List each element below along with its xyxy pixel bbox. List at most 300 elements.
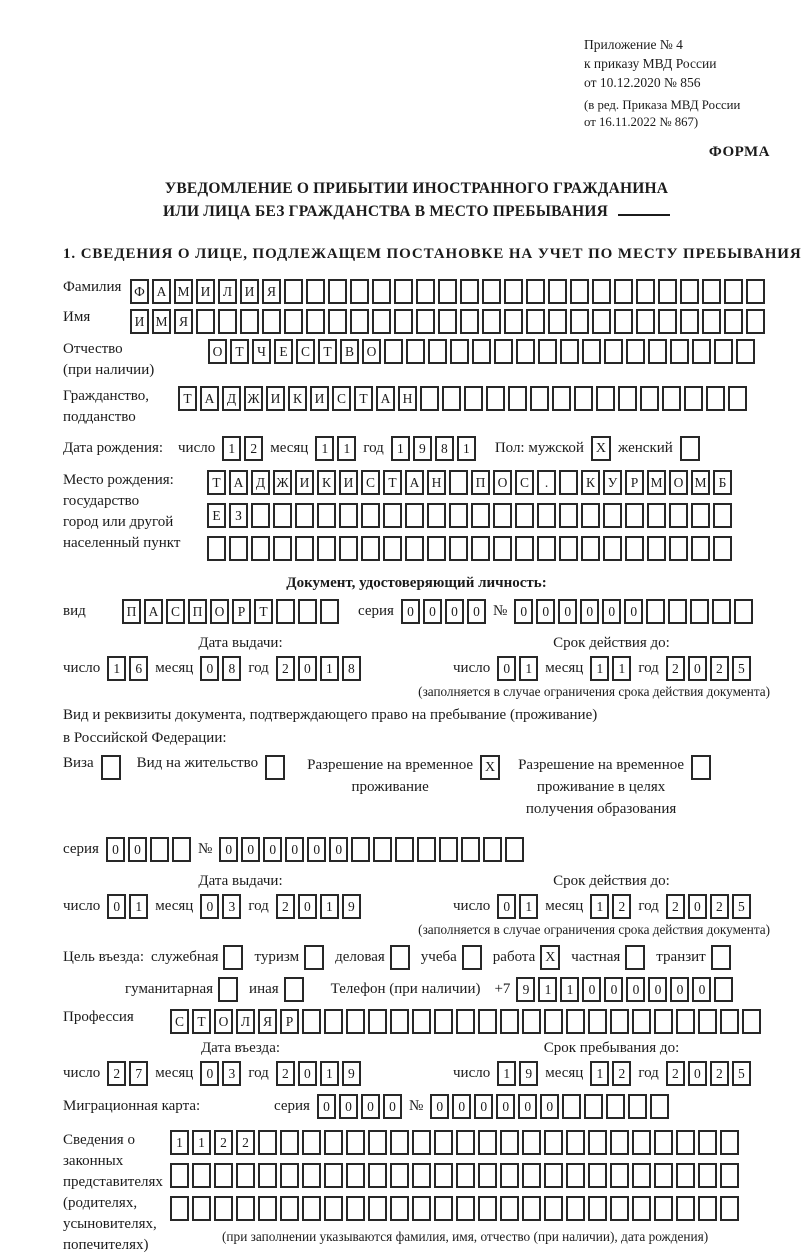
field-birthplace <box>63 470 770 569</box>
char-cell <box>324 1163 343 1188</box>
option-visa-label: Виза <box>63 755 94 772</box>
char-cell: Т <box>354 386 373 411</box>
valid-month-cells <box>590 894 631 919</box>
char-cell <box>339 536 358 561</box>
char-cell <box>734 599 753 624</box>
char-cell <box>306 279 325 304</box>
char-cell: 0 <box>558 599 577 624</box>
char-cell <box>559 503 578 528</box>
char-cell: С <box>166 599 185 624</box>
char-cell <box>662 386 681 411</box>
issue-month-cells <box>200 894 241 919</box>
phone-label: Телефон (при наличии) <box>330 980 481 997</box>
char-cell: 0 <box>200 894 219 919</box>
char-cell <box>350 279 369 304</box>
char-cell: Л <box>218 279 237 304</box>
char-cell <box>690 599 709 624</box>
char-cell <box>240 309 259 334</box>
char-cell: 1 <box>192 1130 211 1155</box>
char-cell <box>258 1196 277 1221</box>
birthplace-label: Место рождения: государство город или другой населенный пункт <box>63 472 181 552</box>
char-cell: 2 <box>214 1130 233 1155</box>
char-cell <box>471 536 490 561</box>
char-cell <box>654 1009 673 1034</box>
field-patronymic <box>63 339 770 381</box>
char-cell <box>434 1130 453 1155</box>
appendix-line: Приложение № 4 <box>584 37 683 52</box>
identity-validity-note: (заполняется в случае ограничения срока действия документа) <box>418 684 770 700</box>
char-cell <box>646 599 665 624</box>
citizenship-cells <box>178 386 747 411</box>
char-cell: 2 <box>612 1061 631 1086</box>
char-cell <box>328 279 347 304</box>
field-citizenship <box>63 386 770 428</box>
char-cell <box>456 1009 475 1034</box>
char-cell: 0 <box>688 1061 707 1086</box>
char-cell <box>439 837 458 862</box>
char-cell <box>610 1196 629 1221</box>
char-cell <box>262 309 281 334</box>
char-cell: Т <box>178 386 197 411</box>
char-cell <box>658 279 677 304</box>
char-cell: А <box>152 279 171 304</box>
char-cell <box>442 386 461 411</box>
char-cell <box>493 503 512 528</box>
char-cell <box>427 536 446 561</box>
char-cell <box>390 1009 409 1034</box>
char-cell <box>698 1163 717 1188</box>
char-cell <box>606 1094 625 1119</box>
char-cell <box>548 309 567 334</box>
char-cell: Д <box>222 386 241 411</box>
entry-date <box>63 1040 418 1086</box>
char-cell <box>412 1130 431 1155</box>
char-cell: 1 <box>590 894 609 919</box>
char-cell <box>570 309 589 334</box>
char-cell <box>339 503 358 528</box>
char-cell <box>588 1130 607 1155</box>
char-cell: 0 <box>423 599 442 624</box>
char-cell: 0 <box>445 599 464 624</box>
char-cell: Ж <box>273 470 292 495</box>
char-cell: 1 <box>497 1061 516 1086</box>
firstname-cells <box>130 309 765 334</box>
char-cell: 0 <box>298 656 317 681</box>
char-cell <box>522 1196 541 1221</box>
char-cell <box>346 1009 365 1034</box>
char-cell <box>170 1163 189 1188</box>
char-cell: 1 <box>107 656 126 681</box>
day-word: число <box>63 897 101 914</box>
char-cell <box>680 309 699 334</box>
representatives-label: Сведения о законных представителях (родителях, усыновителях, попечителях) <box>63 1131 163 1253</box>
char-cell <box>588 1009 607 1034</box>
page-title <box>63 177 770 224</box>
char-cell <box>636 309 655 334</box>
identity-seriya-cells <box>401 599 486 624</box>
char-cell: 0 <box>298 894 317 919</box>
char-cell <box>192 1196 211 1221</box>
char-cell: 0 <box>452 1094 471 1119</box>
char-cell: Т <box>383 470 402 495</box>
char-cell: 0 <box>200 656 219 681</box>
char-cell: 7 <box>129 1061 148 1086</box>
char-cell: 9 <box>342 894 361 919</box>
char-cell: 0 <box>107 894 126 919</box>
char-cell <box>548 279 567 304</box>
char-cell <box>720 1130 739 1155</box>
char-cell <box>500 1196 519 1221</box>
char-cell <box>728 386 747 411</box>
char-cell: Р <box>280 1009 299 1034</box>
char-cell <box>460 279 479 304</box>
char-cell <box>346 1130 365 1155</box>
char-cell: 0 <box>602 599 621 624</box>
month-word: месяц <box>155 660 194 677</box>
month-word: месяц <box>155 1064 194 1081</box>
char-cell <box>482 279 501 304</box>
char-cell <box>742 1009 761 1034</box>
char-cell: 1 <box>519 894 538 919</box>
valid-day-cells <box>497 894 538 919</box>
purpose-transit-checkbox <box>711 945 731 970</box>
char-cell: Л <box>236 1009 255 1034</box>
char-cell <box>654 1196 673 1221</box>
char-cell <box>526 309 545 334</box>
char-cell <box>394 279 413 304</box>
char-cell <box>515 536 534 561</box>
char-cell <box>658 309 677 334</box>
purpose-humanitarian: гуманитарная <box>125 977 238 1002</box>
char-cell: Т <box>318 339 337 364</box>
valid-year-cells <box>666 894 751 919</box>
residence-seriya-cells <box>106 837 191 862</box>
char-cell: А <box>200 386 219 411</box>
visit-purpose-label: Цель въезда: <box>63 948 144 965</box>
char-cell <box>504 279 523 304</box>
char-cell <box>684 386 703 411</box>
char-cell <box>618 386 637 411</box>
char-cell: 0 <box>298 1061 317 1086</box>
char-cell: 5 <box>732 894 751 919</box>
char-cell <box>328 309 347 334</box>
char-cell: И <box>240 279 259 304</box>
amendment-line: от 16.11.2022 № 867) <box>584 115 699 130</box>
char-cell <box>702 279 721 304</box>
char-cell <box>698 1130 717 1155</box>
char-cell: 2 <box>107 1061 126 1086</box>
citizenship-label: Гражданство, подданство <box>63 388 150 426</box>
char-cell <box>390 1130 409 1155</box>
purpose-official: служебная <box>151 945 244 970</box>
birth-day-cells <box>222 436 263 461</box>
char-cell <box>582 339 601 364</box>
char-cell <box>390 1196 409 1221</box>
char-cell: К <box>581 470 600 495</box>
char-cell: 0 <box>497 656 516 681</box>
valid-date-heading: Срок действия до: <box>553 872 670 889</box>
char-cell <box>706 386 725 411</box>
char-cell <box>537 536 556 561</box>
patronymic-label: Отчество (при наличии) <box>63 341 155 379</box>
char-cell <box>390 1163 409 1188</box>
char-cell: 0 <box>467 599 486 624</box>
char-cell <box>372 279 391 304</box>
char-cell: Б <box>713 470 732 495</box>
char-cell <box>566 1130 585 1155</box>
char-cell: Д <box>251 470 270 495</box>
char-cell <box>172 837 191 862</box>
char-cell: 3 <box>222 894 241 919</box>
option-temp-residence-label: Разрешение на временное проживание <box>307 757 474 796</box>
issue-date-heading: Дата выдачи: <box>198 635 283 652</box>
seriya-word: серия <box>63 840 99 857</box>
char-cell: Т <box>230 339 249 364</box>
amendment-reference <box>584 97 770 132</box>
char-cell: 0 <box>496 1094 515 1119</box>
purpose-business: деловая <box>335 945 410 970</box>
stay-month-cells <box>590 1061 631 1086</box>
char-cell: 0 <box>624 599 643 624</box>
char-cell <box>614 309 633 334</box>
char-cell <box>544 1196 563 1221</box>
char-cell <box>395 837 414 862</box>
char-cell <box>471 503 490 528</box>
char-cell: П <box>471 470 490 495</box>
year-word: год <box>248 660 269 677</box>
char-cell: 0 <box>540 1094 559 1119</box>
char-cell: М <box>691 470 710 495</box>
char-cell: Н <box>427 470 446 495</box>
char-cell <box>472 339 491 364</box>
char-cell <box>295 503 314 528</box>
entry-year-cells <box>276 1061 361 1086</box>
no-word: № <box>492 603 508 620</box>
char-cell: Т <box>192 1009 211 1034</box>
char-cell <box>302 1009 321 1034</box>
valid-day-cells <box>497 656 538 681</box>
char-cell <box>559 536 578 561</box>
char-cell <box>192 1163 211 1188</box>
char-cell <box>412 1163 431 1188</box>
option-residence-permit <box>137 755 285 780</box>
sex-female-label: женский <box>617 440 673 457</box>
char-cell: 1 <box>391 436 410 461</box>
char-cell: 2 <box>276 656 295 681</box>
char-cell <box>460 309 479 334</box>
char-cell <box>438 309 457 334</box>
char-cell <box>434 1196 453 1221</box>
char-cell <box>566 1009 585 1034</box>
char-cell <box>478 1130 497 1155</box>
no-word: № <box>197 840 213 857</box>
char-cell: 9 <box>413 436 432 461</box>
char-cell <box>218 309 237 334</box>
char-cell <box>346 1163 365 1188</box>
char-cell <box>724 309 743 334</box>
stay-day-cells <box>497 1061 538 1086</box>
char-cell: С <box>332 386 351 411</box>
char-cell <box>588 1163 607 1188</box>
char-cell <box>295 536 314 561</box>
char-cell: 1 <box>337 436 356 461</box>
purpose-work-checkbox: X <box>540 945 560 970</box>
char-cell <box>368 1130 387 1155</box>
identity-number-cells <box>514 599 753 624</box>
char-cell: Я <box>258 1009 277 1034</box>
char-cell <box>746 309 765 334</box>
char-cell: К <box>288 386 307 411</box>
char-cell <box>494 339 513 364</box>
char-cell <box>712 599 731 624</box>
char-cell <box>538 339 557 364</box>
field-surname <box>63 279 770 304</box>
seriya-word: серия <box>358 603 394 620</box>
char-cell: О <box>208 339 227 364</box>
char-cell <box>566 1163 585 1188</box>
char-cell <box>461 837 480 862</box>
char-cell <box>676 1009 695 1034</box>
surname-label: Фамилия <box>63 279 122 296</box>
char-cell <box>196 309 215 334</box>
char-cell <box>592 309 611 334</box>
char-cell <box>724 279 743 304</box>
char-cell: 1 <box>519 656 538 681</box>
char-cell <box>632 1196 651 1221</box>
char-cell: О <box>493 470 512 495</box>
char-cell: А <box>144 599 163 624</box>
char-cell <box>713 503 732 528</box>
char-cell <box>746 279 765 304</box>
char-cell <box>493 536 512 561</box>
purpose-other: иная <box>249 977 304 1002</box>
identity-vid-label: вид <box>63 603 86 620</box>
char-cell <box>280 1130 299 1155</box>
char-cell <box>610 1163 629 1188</box>
char-cell <box>588 1196 607 1221</box>
char-cell: 2 <box>710 656 729 681</box>
char-cell: 2 <box>276 1061 295 1086</box>
char-cell: 8 <box>222 656 241 681</box>
char-cell: 0 <box>219 837 238 862</box>
year-word: год <box>638 1064 659 1081</box>
char-cell: 8 <box>435 436 454 461</box>
char-cell <box>560 339 579 364</box>
char-cell <box>280 1196 299 1221</box>
char-cell: 1 <box>590 656 609 681</box>
sex-male-label: Пол: мужской <box>494 440 584 457</box>
char-cell <box>648 339 667 364</box>
residence-doc-line2: в Российской Федерации: <box>63 730 227 747</box>
entry-date-heading: Дата въезда: <box>200 1039 281 1056</box>
char-cell: У <box>603 470 622 495</box>
char-cell: 0 <box>307 837 326 862</box>
char-cell: Ф <box>130 279 149 304</box>
issue-date-heading: Дата выдачи: <box>198 872 283 889</box>
char-cell <box>384 339 403 364</box>
month-word: месяц <box>545 660 584 677</box>
char-cell <box>361 536 380 561</box>
title-line-2: ИЛИ ЛИЦА БЕЗ ГРАЖДАНСТВА В МЕСТО ПРЕБЫВАНИЯ <box>63 200 770 223</box>
char-cell <box>417 837 436 862</box>
char-cell <box>504 309 523 334</box>
char-cell <box>456 1196 475 1221</box>
char-cell <box>416 309 435 334</box>
char-cell <box>317 503 336 528</box>
char-cell <box>676 1130 695 1155</box>
appendix-line: к приказу МВД России <box>584 55 717 71</box>
option-residence-permit-checkbox <box>265 755 285 780</box>
char-cell: З <box>229 503 248 528</box>
no-word: № <box>408 1097 424 1114</box>
valid-date-heading: Срок действия до: <box>553 635 670 652</box>
char-cell <box>670 339 689 364</box>
migration-card-label: Миграционная карта: <box>63 1097 201 1114</box>
purpose-business-checkbox <box>390 945 410 970</box>
identity-vid-cells <box>122 599 339 624</box>
char-cell: П <box>122 599 141 624</box>
char-cell <box>478 1196 497 1221</box>
char-cell: 8 <box>342 656 361 681</box>
month-word: месяц <box>545 1064 584 1081</box>
char-cell: 0 <box>518 1094 537 1119</box>
issue-month-cells <box>200 656 241 681</box>
char-cell: 1 <box>612 656 631 681</box>
char-cell <box>420 386 439 411</box>
field-residence-serial <box>63 837 524 862</box>
char-cell: И <box>196 279 215 304</box>
char-cell <box>324 1196 343 1221</box>
char-cell: И <box>266 386 285 411</box>
birth-year-cells <box>391 436 476 461</box>
identity-doc-heading: Документ, удостоверяющий личность: <box>286 575 547 592</box>
char-cell <box>647 536 666 561</box>
char-cell: 1 <box>129 894 148 919</box>
residence-issue-date <box>63 873 418 919</box>
char-cell: С <box>515 470 534 495</box>
option-temp-residence <box>307 755 500 799</box>
field-migration-card <box>63 1094 669 1119</box>
char-cell <box>449 470 468 495</box>
char-cell: О <box>210 599 229 624</box>
char-cell <box>552 386 571 411</box>
entry-day-cells <box>107 1061 148 1086</box>
char-cell <box>720 1009 739 1034</box>
entry-stay-dates <box>63 1040 770 1086</box>
char-cell: Т <box>254 599 273 624</box>
char-cell: 0 <box>361 1094 380 1119</box>
char-cell <box>427 503 446 528</box>
char-cell <box>450 339 469 364</box>
char-cell <box>566 1196 585 1221</box>
char-cell <box>544 1163 563 1188</box>
char-cell <box>632 1130 651 1155</box>
char-cell: И <box>130 309 149 334</box>
char-cell: М <box>174 279 193 304</box>
char-cell: 2 <box>236 1130 255 1155</box>
char-cell <box>449 536 468 561</box>
char-cell <box>434 1163 453 1188</box>
char-cell: 0 <box>339 1094 358 1119</box>
char-cell <box>368 1009 387 1034</box>
option-temp-residence-checkbox: X <box>480 755 500 780</box>
char-cell <box>562 1094 581 1119</box>
char-cell <box>302 1163 321 1188</box>
char-cell <box>714 339 733 364</box>
char-cell <box>478 1163 497 1188</box>
field-profession <box>63 1009 770 1034</box>
char-cell <box>636 279 655 304</box>
